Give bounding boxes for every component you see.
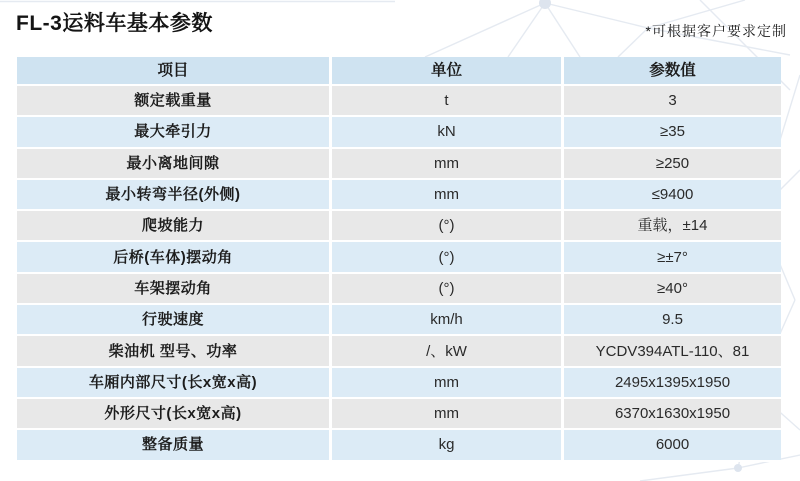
table-row <box>17 211 781 242</box>
value-cell: YCDV394ATL-110、81 <box>564 336 781 367</box>
item-cell: 爬坡能力 <box>17 211 332 242</box>
item-cell: 最大牵引力 <box>17 117 332 148</box>
unit-cell: mm <box>332 368 564 399</box>
unit-cell: (°) <box>332 274 564 305</box>
item-cell: 额定载重量 <box>17 86 332 117</box>
table-row <box>17 242 781 273</box>
table-row <box>17 368 781 399</box>
table-row <box>17 180 781 211</box>
value-cell: 9.5 <box>564 305 781 336</box>
item-cell: 最小离地间隙 <box>17 149 332 180</box>
column-header-value: 参数值 <box>564 57 781 86</box>
unit-cell: mm <box>332 149 564 180</box>
spec-table <box>17 57 781 462</box>
unit-cell: kg <box>332 430 564 461</box>
table-row <box>17 274 781 305</box>
item-cell: 车厢内部尺寸(长x宽x高) <box>17 368 332 399</box>
value-cell: ≤9400 <box>564 180 781 211</box>
unit-cell: km/h <box>332 305 564 336</box>
value-cell: 6370x1630x1950 <box>564 399 781 430</box>
table-row <box>17 399 781 430</box>
column-header-unit: 单位 <box>332 57 564 86</box>
value-cell: ≥40° <box>564 274 781 305</box>
value-cell: 重载，±14 <box>564 211 781 242</box>
unit-cell: kN <box>332 117 564 148</box>
value-cell: 3 <box>564 86 781 117</box>
item-cell: 整备质量 <box>17 430 332 461</box>
item-cell: 最小转弯半径(外侧) <box>17 180 332 211</box>
table-header-row <box>17 57 781 86</box>
value-cell: ≥±7° <box>564 242 781 273</box>
table-row <box>17 336 781 367</box>
item-cell: 柴油机 型号、功率 <box>17 336 332 367</box>
value-cell: 2495x1395x1950 <box>564 368 781 399</box>
item-cell: 后桥(车体)摆动角 <box>17 242 332 273</box>
table-row <box>17 430 781 461</box>
unit-cell: (°) <box>332 211 564 242</box>
unit-cell: t <box>332 86 564 117</box>
value-cell: ≥250 <box>564 149 781 180</box>
item-cell: 车架摆动角 <box>17 274 332 305</box>
table-row <box>17 305 781 336</box>
unit-cell: /、kW <box>332 336 564 367</box>
table-row <box>17 149 781 180</box>
table-row <box>17 86 781 117</box>
unit-cell: (°) <box>332 242 564 273</box>
unit-cell: mm <box>332 399 564 430</box>
item-cell: 行驶速度 <box>17 305 332 336</box>
page-title: FL-3运料车基本参数 <box>16 12 213 35</box>
item-cell: 外形尺寸(长x宽x高) <box>17 399 332 430</box>
column-header-item: 项目 <box>17 57 332 86</box>
value-cell: 6000 <box>564 430 781 461</box>
value-cell: ≥35 <box>564 117 781 148</box>
customization-note: *可根据客户要求定制 <box>645 23 787 39</box>
table-row <box>17 117 781 148</box>
unit-cell: mm <box>332 180 564 211</box>
